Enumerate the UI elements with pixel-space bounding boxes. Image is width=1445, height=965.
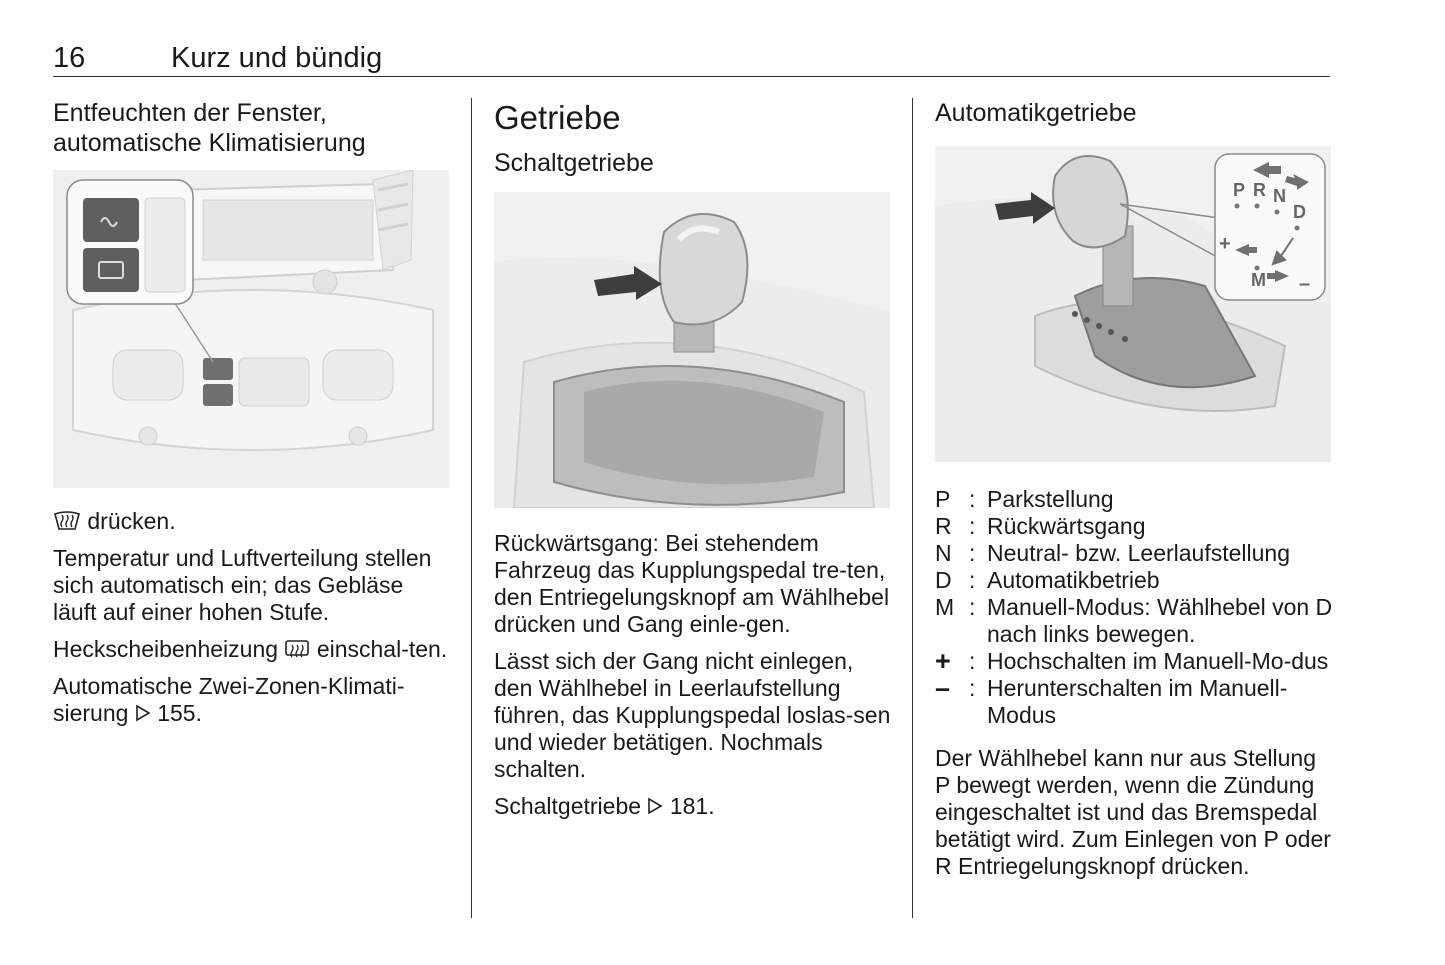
text: Schaltgetriebe [494,793,648,819]
column-divider [912,98,913,918]
gear-key: D [935,567,952,593]
list-item [935,540,1335,567]
gear-description: Hochschalten im Manuell-Mo-dus [987,648,1329,674]
column-divider [471,98,472,918]
list-item [935,594,1335,648]
text: drücken. [87,508,176,534]
gear-key-minus: – [935,673,951,703]
gear-key: P [935,486,951,512]
separator: : [969,594,976,620]
gear-description: Manuell-Modus: Wählhebel von D nach links bewegen. [987,594,1333,647]
gear-key: N [935,540,952,566]
inset-label-p: P [1233,180,1246,200]
column-climate [53,98,453,737]
climate-reference-paragraph [53,673,453,727]
paragraph: Lässt sich der Gang nicht einlegen, den Wählhebel in Leerlaufstellung führen, das Kupplungspedal loslas-sen und wieder betätigen. Nochmals schalten. [494,648,891,782]
inset-label-d: D [1293,202,1306,222]
list-item [935,513,1335,540]
page-header [53,40,1330,77]
paragraph: Der Wählhebel kann nur aus Stellung P bewegt werden, wenn die Zündung eingeschaltet ist und das Bremspedal betätigt wird. Zum Einlegen von P oder R Entriegelungsknopf drücken. [935,745,1331,879]
separator: : [969,540,976,566]
list-item [935,675,1335,729]
section-heading-defog [53,98,453,158]
inset-label-plus: + [1219,233,1231,255]
section-title-transmission: Getriebe [494,99,621,136]
gear-key: M [935,594,955,620]
section-heading-automatic: Automatikgetriebe [935,99,1137,127]
gear-description: Parkstellung [987,486,1114,512]
separator: : [969,648,976,674]
page-reference[interactable]: 155. [150,700,202,726]
page-number: 16 [53,42,86,74]
page-reference-arrow-icon[interactable] [647,797,663,815]
heading-line: automatische Klimatisierung [53,129,366,157]
page-reference-arrow-icon[interactable] [135,704,151,722]
rear-window-heating-icon [284,639,310,659]
text: einschal-ten. [310,636,448,662]
automatic-shifter-illustration [935,146,1331,462]
page-title: Kurz und bündig [171,42,383,74]
separator: : [969,513,976,539]
separator: : [969,567,976,593]
windscreen-defog-icon [53,511,81,531]
text: Heckscheibenheizung [53,636,285,662]
list-item [935,486,1335,513]
separator: : [969,486,976,512]
column-transmission [494,98,894,830]
climate-panel-illustration [53,170,449,488]
inset-label-n: N [1273,186,1286,206]
manual-shifter-figure [494,192,890,508]
inset-label-minus: – [1299,273,1311,295]
gear-description: Herunterschalten im Manuell-Modus [987,675,1288,728]
rear-heating-paragraph [53,636,453,663]
heading-line: Entfeuchten der Fenster, [53,99,327,127]
climate-panel-figure [53,170,449,488]
paragraph: Temperatur und Luftverteilung stellen sich automatisch ein; das Gebläse läuft auf einer hohen Stufe. [53,545,432,625]
manual-reference-paragraph [494,793,894,820]
gear-description: Rückwärtsgang [987,513,1146,539]
paragraph: Rückwärtsgang: Bei stehendem Fahrzeug das Kupplungspedal tre-ten, den Entriegelungsknopf am Wählhebel drücken und Gang einle-gen. [494,530,890,637]
automatic-shifter-figure [935,146,1331,462]
gear-description: Neutral- bzw. Leerlaufstellung [987,540,1290,566]
list-item [935,567,1335,594]
subsection-manual: Schaltgetriebe [494,149,654,177]
gear-description: Automatikbetrieb [987,567,1160,593]
column-automatic [935,98,1335,890]
separator: : [969,675,976,701]
inset-label-r: R [1253,180,1266,200]
page-reference[interactable]: 181. [663,793,715,819]
manual-shifter-illustration [494,192,890,508]
gear-key-plus: + [935,646,951,676]
text: Automatische Zwei-Zonen-Klimati-sierung [53,673,405,726]
gear-key: R [935,513,952,539]
list-item [935,648,1335,675]
defog-instruction [53,508,453,535]
inset-label-m: M [1251,270,1266,290]
gear-position-list [935,486,1335,729]
